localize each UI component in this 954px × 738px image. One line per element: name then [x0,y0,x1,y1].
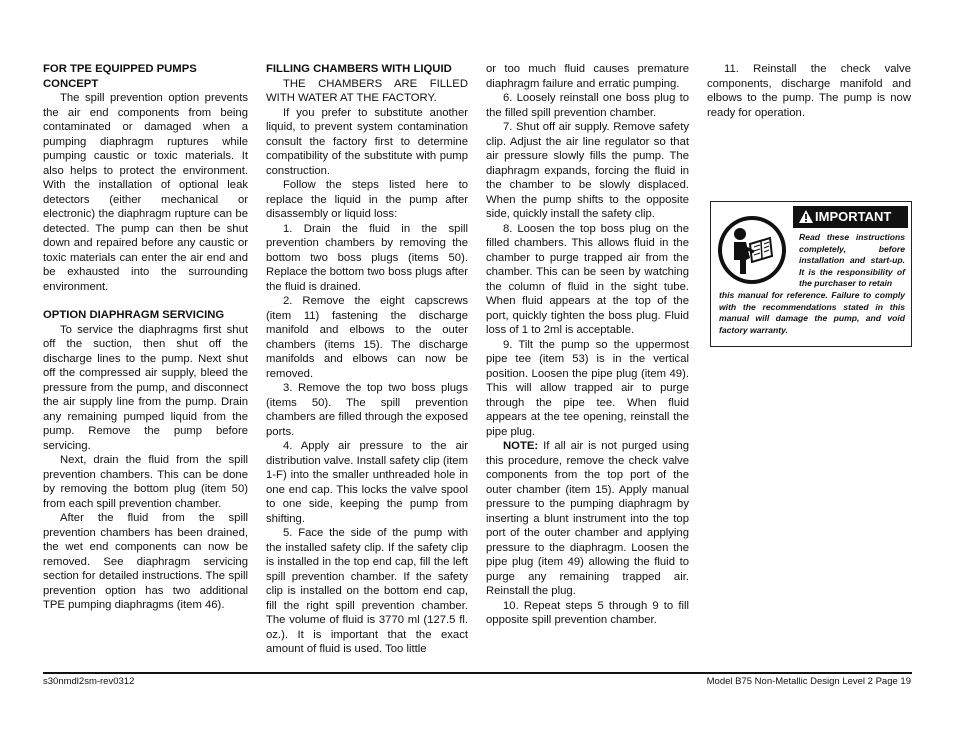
important-text-part-a: Read these instructions completely, before installation and start-up. It is the responsibility of the purchaser to retain [799,232,905,289]
important-heading: IMPORTANT [815,209,892,224]
paragraph-continued: or too much fluid causes premature diaphragm failure and erratic pumping. [486,63,689,90]
warning-triangle-icon [798,209,814,224]
paragraph: Follow the steps listed here to replace the liquid in the pump after disassembly or liquid loss: [266,179,468,220]
step-6: 6. Loosely reinstall one boss plug to the filled spill prevention chamber. [486,92,689,119]
important-notice-box [710,201,912,347]
heading-filling-chambers: FILLING CHAMBERS WITH LIQUID [266,63,452,75]
important-text [719,232,905,336]
step-1: 1. Drain the fluid in the spill prevention chambers by removing the bottom two boss plugs (items 50). Replace the bottom two boss plugs after the fluid is drained. [266,222,468,293]
step-3: 3. Remove the top two boss plugs (items 50). The spill prevention chambers are filled through the exposed ports. [266,382,468,438]
step-2: 2. Remove the eight capscrews (item 11) fastening the discharge manifold and elbows to the outer chambers (items 15). The discharge manifolds and elbows can now be removed. [266,295,468,380]
note-label: NOTE: [503,440,539,452]
step-8: 8. Loosen the top boss plug on the filled chambers. This allows fluid in the chamber to purge trapped air from the chamber. This can be seen by watching the column of fluid in the sight tube. When fluid appears at the top of the port, quickly tighten the boss plug. Fluid loss of 1 to 2ml is acceptable. [486,222,689,336]
step-9: 9. Tilt the pump so the uppermost pipe tee (item 53) is in the vertical position. Loosen the pipe plug (item 49). This will allow trapped air to purge through the pipe tee. When fluid appears at the tee opening, reinstall the pipe plug. [486,338,689,438]
paragraph: If you prefer to substitute another liquid, to prevent system contamination consult the factory first to determine compatibility of the substitute with pump construction. [266,106,468,177]
column-4 [707,62,911,120]
paragraph: Next, drain the fluid from the spill prevention chambers. This can be done by removing the bottom plug (item 50) from each spill prevention chamber. [43,454,248,510]
paragraph: THE CHAMBERS ARE FILLED WITH WATER AT THE FACTORY. [266,77,468,104]
paragraph: To service the diaphragms first shut off the suction, then shut off the discharge lines to the pump. Next shut off the compressed air supply, bleed the pressure from the pump, and disconnect the air supply line from the pump. Drain any remaining pumped liquid from the pump. Remove the pump before servicing. [43,323,248,452]
step-4: 4. Apply air pressure to the air distribution valve. Install safety clip (item 1-F) into the smaller unthreaded hole in one end cap. This locks the valve spool to one side, keeping the pump from shifting. [266,440,468,525]
column-1 [43,62,248,613]
footer-rule [43,672,912,674]
note-text: If all air is not purged using this procedure, remove the check valve components from the top port of the outer chamber (item 15). Apply manual pressure to the pumping diaphragm by inserting a blunt instrument into the top port of the outer chamber and applying pressure to the diaphragm. Loosen the pipe plug (item 49) allowing the fluid to purge any remaining trapped air. Reinstall the plug. [486,440,689,597]
paragraph: The spill prevention option prevents the air end components from being contaminated or damaged when a pumping diaphragm ruptures while pumping caustic or toxic materials. It also helps to protect the environment. With the installation of optional leak detectors (either mechanical or electronic) the diaphragm rupture can be detected. The pump can then be shut down and repaired before any caustic or toxic materials can enter the air end and be exhausted into the surrounding environment. [43,92,248,293]
important-text-part-b: this manual for reference. Failure to comply with the recommendations stated in this manual will damage the pump, and void factory warranty. [719,289,905,335]
important-header [793,206,908,228]
step-7: 7. Shut off air supply. Remove safety clip. Adjust the air line regulator so that air pressure slowly fills the pump. The diaphragm expands, forcing the fluid in the chamber to be slowly displaced. When the pump shifts to the opposite side, quickly install the safety clip. [486,121,689,220]
paragraph: After the fluid from the spill prevention chambers has been drained, the wet end components can now be removed. See diaphragm servicing section for detailed instructions. The spill prevention option has two additional TPE pumping diaphragms (item 46). [43,512,248,611]
step-10: 10. Repeat steps 5 through 9 to fill opposite spill prevention chamber. [486,599,689,626]
heading-option-diaphragm-servicing: OPTION DIAPHRAGM SERVICING [43,309,225,321]
column-3 [486,62,689,628]
document-code: s30nmdl2sm-rev0312 [43,676,135,687]
step-11: 11. Reinstall the check valve components, discharge manifold and elbows to the pump. The pump is now ready for operation. [707,63,911,119]
page-footer-title: Model B75 Non-Metallic Design Level 2 Page 19 [706,676,911,687]
heading-tpe-concept: FOR TPE EQUIPPED PUMPS CONCEPT [43,63,197,90]
column-2 [266,62,468,657]
step-5: 5. Face the side of the pump with the installed safety clip. If the safety clip is installed in the top end cap, fill the left spill prevention chamber. If the safety clip is installed on the bottom end cap, fill the right spill prevention chamber. The volume of fluid is 3770 ml (127.5 fl. oz.). It is important that the exact amount of fluid is used. Too little [266,527,468,655]
note-paragraph [486,439,689,599]
